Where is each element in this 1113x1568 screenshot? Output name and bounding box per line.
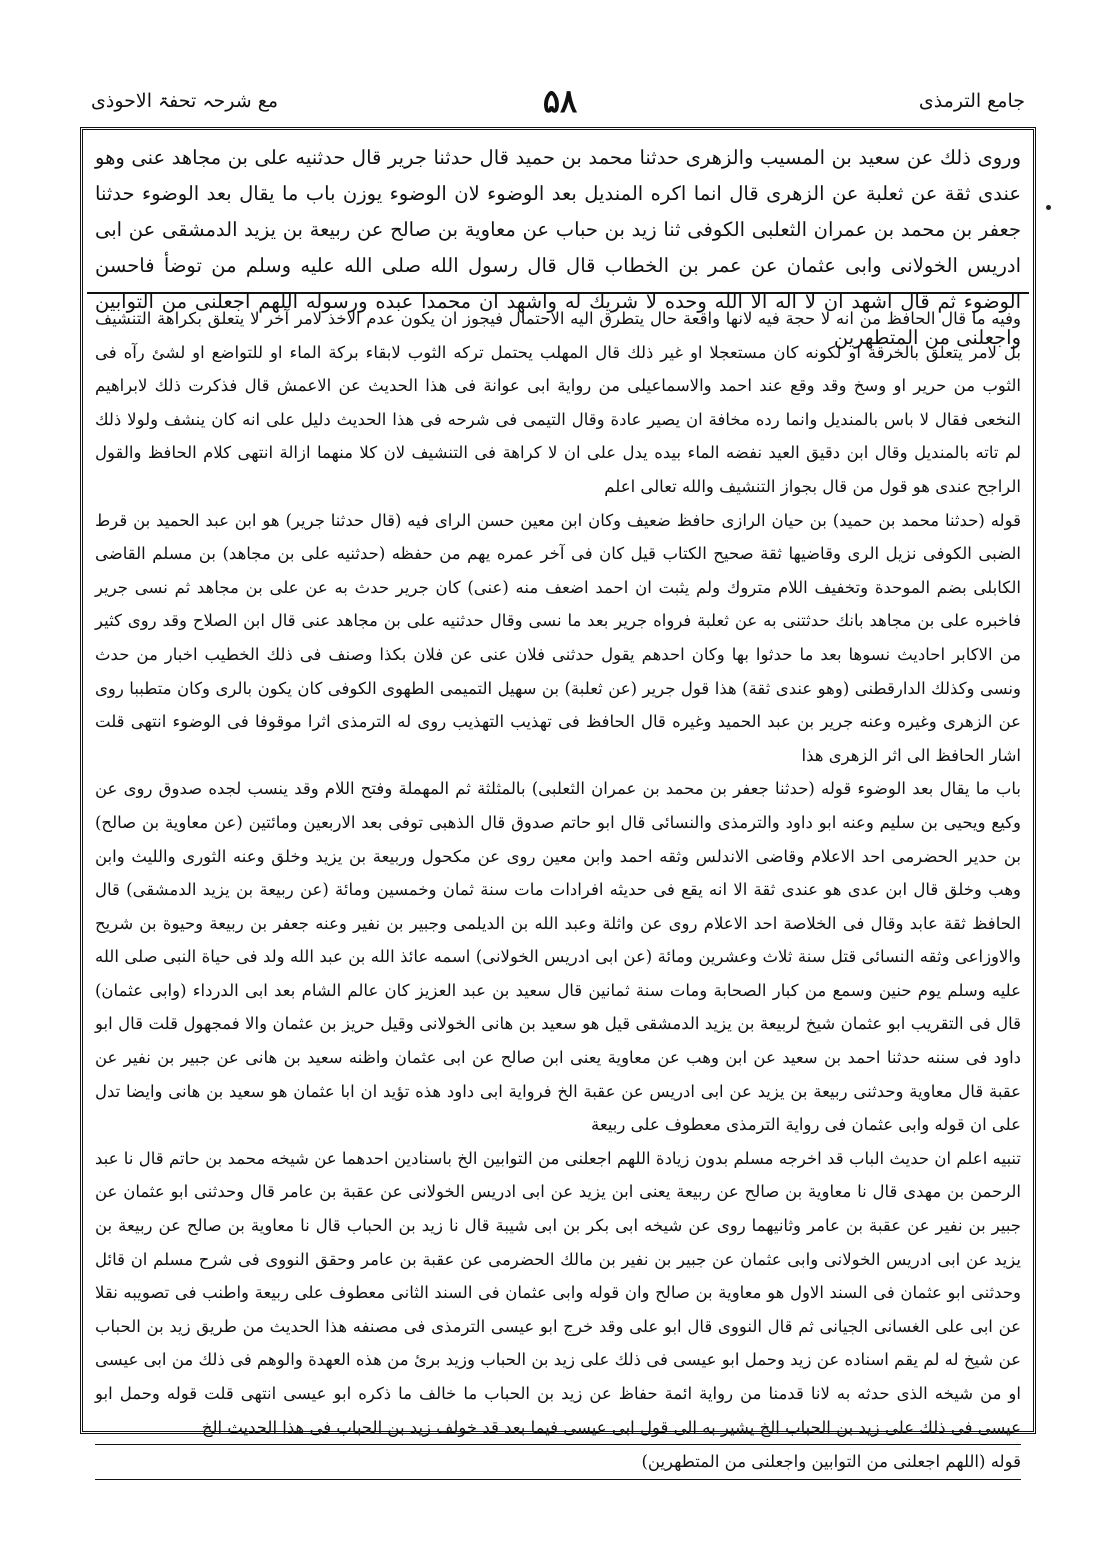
margin-dot	[1046, 205, 1051, 210]
hadith-text	[87, 134, 1029, 349]
running-header	[85, 82, 1035, 128]
book-title: جامع الترمذی	[918, 90, 1025, 112]
commentary-title: مع شرحہ تحفۃ الاحوذی	[91, 90, 278, 112]
commentary-paragraph: تنبيه اعلم ان حديث الباب قد اخرجه مسلم بدون زيادة اللهم اجعلنى من التوابين الخ باسنادين احدهما عن شيخه محمد بن حاتم قال نا عبد الرحمن بن مهدى قال نا معاوية بن صالح عن ربيعة يعنى ابن يزيد عن ابى ادريس الخولانى عن عقبة بن عامر قال وحدثنى ابو عثمان عن جبير بن نفير عن عقبة بن عامر وثانيهما روى عن شيخه ابى بكر بن ابى شيبة قال نا زيد بن الحباب قال نا معاوية بن صالح عن ربيعة بن يزيد عن ابى ادريس الخولانى وابى عثمان عن جبير بن نفير بن مالك الحضرمى عن عقبة بن عامر وحقق النووى فى شرح مسلم ان قائل وحدثنى ابو عثمان فى السند الاول هو معاوية بن صالح وان قوله وابى عثمان فى السند الثانى معطوف على ربيعة واطنب فى تصويبه نقلا عن ابى على الغسانى الجيانى ثم قال النووى قال ابو على وقد خرج ابو عيسى الترمذى فى مصنفه هذا الحديث من طريق زيد بن الحباب عن شيخ له لم يقم اسناده عن زيد وحمل ابو عيسى فى ذلك على زيد بن الحباب وزيد برئ من هذه العهدة والوهم فى ذلك من ابى عيسى او من شيخه الذى حدثه به لانا قدمنا من رواية ائمة حفاظ عن زيد بن الحباب ما خالف ما ذكره ابو عيسى انتهى قلت قوله وحمل ابو عيسى فى ذلك على زيد بن الحباب الخ يشير به الى قول ابى عيسى فيما بعد قد خولف زيد بن الحباب فى هذا الحديث الخ	[95, 1148, 1021, 1437]
commentary-body	[87, 298, 1029, 1472]
commentary-paragraph: وفيه ما قال الحافظ من انه لا حجة فيه لانها واقعة حال يتطرق اليه الاحتمال فيجوز ان يكون عدم الاخذ لامر آخر لا يتعلق بكراهة التنشيف بل لامر يتعلق بالخرقة او لكونه كان مستعجلا او غير ذلك قال المهلب يحتمل تركه الثوب لابقاء بركة الماء او للتواضع او لشئ رآه فى الثوب من حرير او وسخ وقد وقع عند احمد والاسماعيلى من رواية ابى عوانة فى هذا الحديث عن الاعمش قال فذكرت ذلك لابراهيم النخعى فقال لا باس بالمنديل وانما رده مخافة ان يصير عادة وقال التيمى فى شرحه فى هذا الحديث دليل على انه كان ينشف ولولا ذلك لم تاته بالمنديل وقال ابن دقيق العيد نفضه الماء بيده يدل على ان لا كراهة فى التنشيف لان كلا منهما ازالة انتهى كلام الحافظ والقول الراجح عندى هو قول من قال بجواز التنشيف والله تعالى اعلم	[95, 309, 1021, 496]
commentary-paragraph: باب ما يقال بعد الوضوء قوله (حدثنا جعفر بن محمد بن عمران الثعلبى) بالمثلثة ثم المهملة وفتح اللام وقد ينسب لجده صدوق روى عن وكيع ويحيى بن سليم وعنه ابو داود والترمذى والنسائى قال ابو حاتم صدوق قال الذهبى توفى بعد الاربعين ومائتين (عن معاوية بن صالح) بن حدير الحضرمى احد الاعلام وقاضى الاندلس وثقه احمد وابن معين روى عن مكحول وربيعة بن يزيد وخلق وعنه الثورى والليث وابن وهب وخلق قال ابن عدى هو عندى ثقة الا انه يقع فى حديثه افرادات مات سنة ثمان وخمسين ومائة (عن ربيعة بن يزيد الدمشقى) قال الحافظ ثقة عابد وقال فى الخلاصة احد الاعلام روى عن واثلة وعبد الله بن الديلمى وجبير بن نفير وعنه جعفر بن ربيعة وحيوة بن شريح والاوزاعى وثقه النسائى قتل سنة ثلاث وعشرين ومائة (عن ابى ادريس الخولانى) اسمه عائذ الله بن عبد الله ولد فى حياة النبى صلى الله عليه وسلم يوم حنين وسمع من كبار الصحابة ومات سنة ثمانين قال سعيد بن عبد العزيز كان عالم الشام بعد ابى الدرداء (وابى عثمان) قال فى التقريب ابو عثمان شيخ لربيعة بن يزيد الدمشقى قيل هو سعيد بن هانى الخولانى وقيل حريز بن عثمان والا فمجهول قلت قال ابو داود فى سننه حدثنا احمد بن سعيد عن ابن وهب عن معاوية يعنى ابن صالح عن ابى عثمان واظنه سعيد بن هانى عن جبير بن نفير عن عقبة قال معاوية وحدثنى ربيعة بن يزيد عن ابى ادريس عن عقبة الخ فرواية ابى داود هذه تؤيد ان ابا عثمان هو سعيد بن هانى وايضا تدل على ان قوله وابى عثمان فى رواية الترمذى معطوف على ربيعة	[95, 779, 1021, 1135]
commentary-paragraph: قوله (حدثنا محمد بن حميد) بن حيان الرازى حافظ ضعيف وكان ابن معين حسن الراى فيه (قال حدثنا جرير) هو ابن عبد الحميد بن قرط الضبى الكوفى نزيل الرى وقاضيها ثقة صحيح الكتاب قيل كان فى آخر عمره يهم من حفظه (حدثنيه على بن مجاهد) بن مسلم القاضى الكابلى بضم الموحدة وتخفيف اللام متروك ولم يثبت ان احمد اضعف منه (عنى) كان جرير حدث به عن على بن مجاهد ثم نسى جرير فاخبره على بن مجاهد بانك حدثتنى به عن ثعلبة فرواه جرير بعد ما نسى وقال حدثنيه على بن مجاهد عنى قال ابن الصلاح وقد روى كثير من الاكابر احاديث نسوها بعد ما حدثوا بها وكان احدهم يقول حدثنى فلان عنى عن فلان بكذا وصنف فى ذلك الخطيب اخبار من حدث ونسى وكذلك الدارقطنى (وهو عندى ثقة) هذا قول جرير (عن ثعلبة) بن سهيل التميمى الطهوى الكوفى كان يكون بالرى وكان متطببا روى عن الزهرى وغيره وعنه جرير بن عبد الحميد وغيره قال الحافظ فى تهذيب التهذيب روى له الترمذى اثرا موقوفا فى الوضوء انتهى قلت اشار الحافظ الى اثر الزهرى هذا	[95, 510, 1021, 765]
page-number: ۵۸	[542, 82, 578, 120]
page-frame	[80, 127, 1036, 1472]
hadith-paragraph: وروى ذلك عن سعيد بن المسيب والزهرى حدثنا محمد بن حميد قال حدثنا جرير قال حدثنيه على بن مجاهد عنى وهو عندى ثقة عن ثعلبة عن الزهرى قال انما اكره المنديل بعد الوضوء لان الوضوء يوزن باب ما يقال بعد الوضوء حدثنا جعفر بن محمد بن عمران الثعلبى الكوفى ثنا زيد بن حباب عن معاوية بن صالح عن ربيعة بن يزيد الدمشقى عن ابى ادريس الخولانى وابى عثمان عن عمر بن الخطاب قال قال رسول الله صلى الله عليه وسلم من توضأ فاحسن الوضوء ثم قال اشهد ان لا اله الا الله وحده لا شريك له واشهد ان محمدا عبده ورسوله اللهم اجعلنى من التوابين واجعلنى من المتطهرين	[95, 146, 1021, 349]
commentary-closing-line: قوله (اللهم اجعلنى من التوابين واجعلنى من المتطهرين)	[95, 1444, 1021, 1480]
